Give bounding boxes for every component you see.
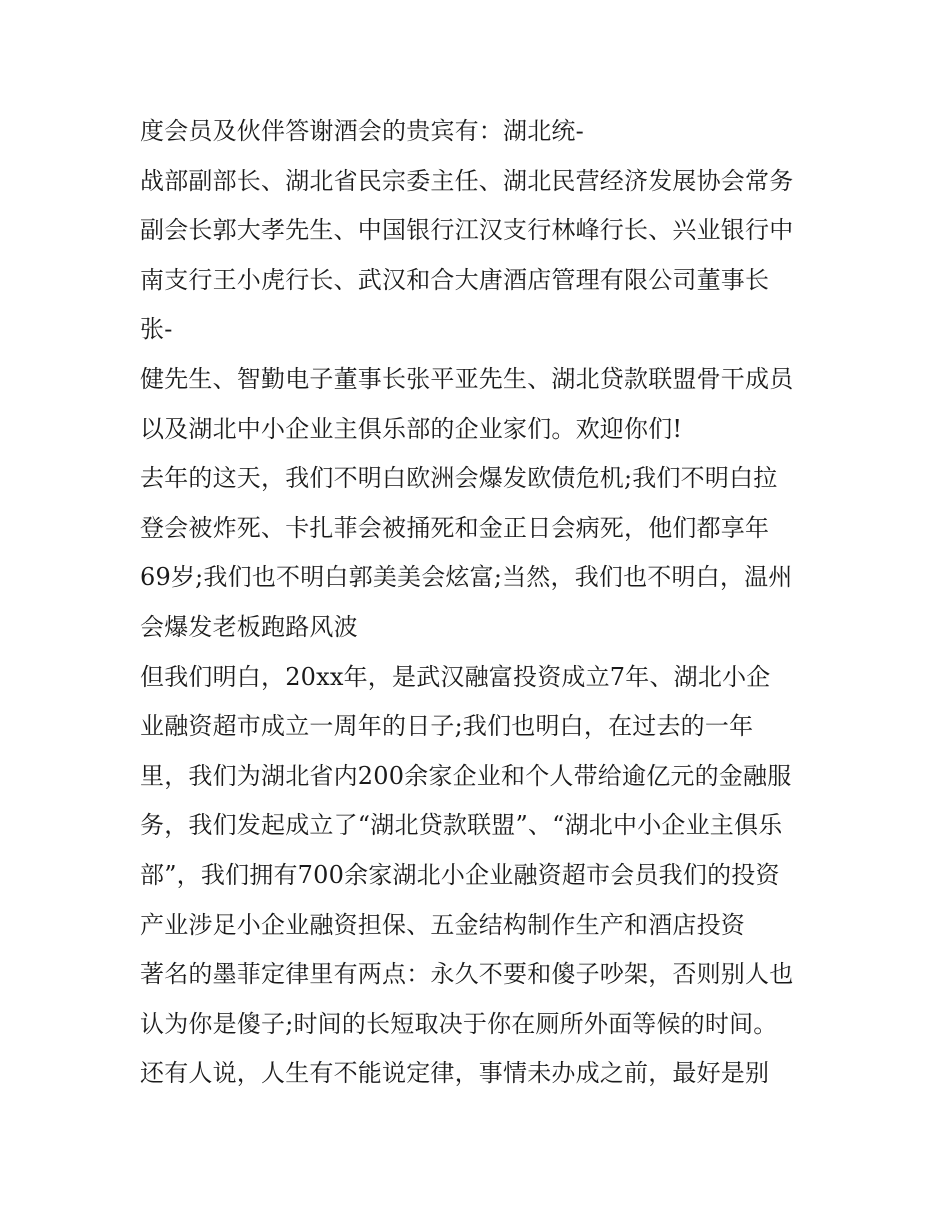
text-line: 还有人说，人生有不能说定律，事情未办成之前，最好是别 [140,1059,770,1088]
text-line: 会爆发老板跑路风波 [140,612,358,641]
text-line: 务，我们发起成立了“湖北贷款联盟”、“湖北中小企业主俱乐 [140,811,783,840]
text-line: 南支行王小虎行长、武汉和合大唐酒店管理有限公司董事长 [140,265,770,294]
text-line: 著名的墨菲定律里有两点：永久不要和傻子吵架，否则别人也 [140,960,794,989]
text-line: 部”，我们拥有700余家湖北小企业融资超市会员我们的投资 [140,860,780,889]
body-text [140,107,840,1099]
text-line: 张- [140,315,173,344]
text-line: 战部副部长、湖北省民宗委主任、湖北民营经济发展协会常务 [140,166,794,195]
text-line: 里，我们为湖北省内200余家企业和个人带给逾亿元的金融服 [140,761,792,790]
text-line: 业融资超市成立一周年的日子;我们也明白，在过去的一年 [140,712,754,741]
text-line: 度会员及伙伴答谢酒会的贵宾有：湖北统- [140,117,584,145]
text-line: 去年的这天，我们不明白欧洲会爆发欧债危机;我们不明白拉 [140,464,778,493]
text-line: 69岁;我们也不明白郭美美会炫富;当然，我们也不明白，温州 [140,563,793,592]
text-line: 认为你是傻子;时间的长短取决于你在厕所外面等候的时间。 [140,1009,778,1038]
text-line: 健先生、智勤电子董事长张平亚先生、湖北贷款联盟骨干成员 [140,364,794,393]
text-line: 登会被炸死、卡扎菲会被捅死和金正日会病死，他们都享年 [140,513,770,542]
text-line: 副会长郭大孝先生、中国银行江汉支行林峰行长、兴业银行中 [140,216,794,245]
text-line: 产业涉足小企业融资担保、五金结构制作生产和酒店投资 [140,910,745,939]
text-line: 以及湖北中小企业主俱乐部的企业家们。欢迎你们! [140,414,683,443]
text-line: 但我们明白，20xx年，是武汉融富投资成立7年、湖北小企 [140,662,771,691]
